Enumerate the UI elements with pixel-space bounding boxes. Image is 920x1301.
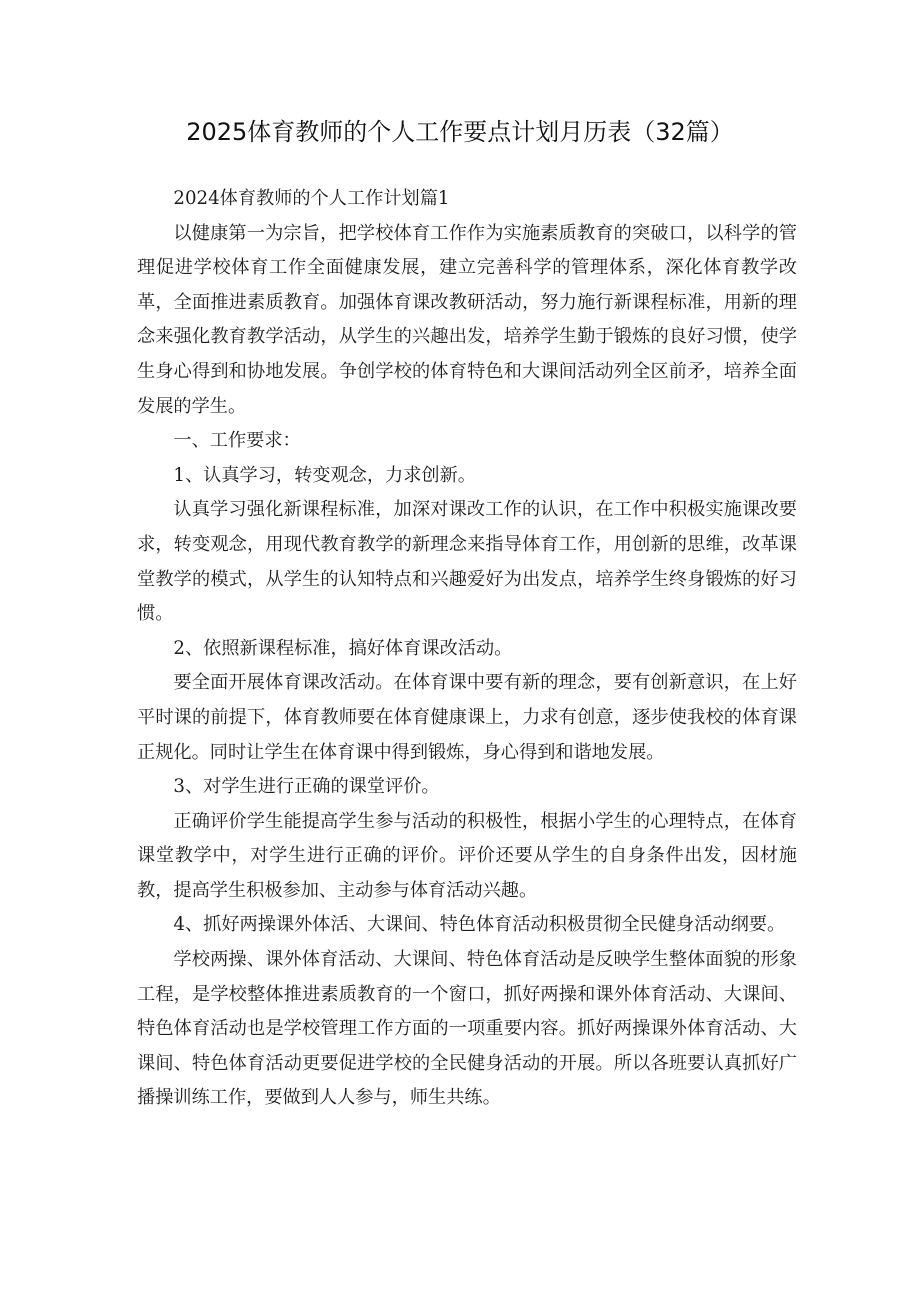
document-title: 2025体育教师的个人工作要点计划月历表（32篇）	[186, 118, 734, 146]
subsection-heading: 1、认真学习，转变观念，力求创新。	[173, 464, 476, 486]
body-paragraph: 学校两操、课外体育活动、大课间、特色体育活动是反映学生整体面貌的形象工程，是学校整体推进素质教育的一个窗口，抓好两操和课外体育活动、大课间、特色体育活动也是学校管理工作方面的一项重要内容。抓好两操课外体育活动、大课间、特色体育活动更要促进学校的全民健身活动的开展。所以各班要认真抓好广播操训练工作，要做到人人参与，师生共练。	[137, 949, 797, 1109]
body-paragraph: 要全面开展体育课改活动。在体育课中要有新的理念，要有创新意识，在上好平时课的前提下，体育教师要在体育健康课上，力求有创意，逐步使我校的体育课正规化。同时让学生在体育课中得到锻炼，身心得到和谐地发展。	[137, 672, 797, 763]
subsection-heading: 2、依照新课程标准，搞好体育课改活动。	[173, 637, 513, 659]
section-heading: 2024体育教师的个人工作计划篇1	[173, 188, 450, 209]
subsection-heading: 4、抓好两操课外体活、大课间、特色体育活动积极贯彻全民健身活动纲要。	[173, 914, 786, 936]
document-body	[137, 182, 797, 1116]
body-paragraph: 以健康第一为宗旨，把学校体育工作作为实施素质教育的突破口，以科学的管理促进学校体育工作全面健康发展，建立完善科学的管理体系，深化体育教学改革，全面推进素质教育。加强体育课改教研活动，努力施行新课程标准，用新的理念来强化教育教学活动，从学生的兴趣出发，培养学生勤于锻炼的良好习惯，使学生身心得到和协地发展。争创学校的体育特色和大课间活动列全区前矛，培养全面发展的学生。	[137, 222, 797, 417]
body-paragraph: 认真学习强化新课程标准，加深对课改工作的认识，在工作中积极实施课改要求，转变观念，用现代教育教学的新理念来指导体育工作，用创新的思维，改革课堂教学的模式，从学生的认知特点和兴趣爱好为出发点，培养学生终身锻炼的好习惯。	[137, 499, 797, 625]
body-paragraph: 正确评价学生能提高学生参与活动的积极性，根据小学生的心理特点，在体育课堂教学中，对学生进行正确的评价。评价还要从学生的自身条件出发，因材施教，提高学生积极参加、主动参与体育活动兴趣。	[137, 810, 797, 901]
subsection-heading: 3、对学生进行正确的课堂评价。	[173, 776, 440, 798]
section-heading: 一、工作要求：	[173, 430, 301, 452]
